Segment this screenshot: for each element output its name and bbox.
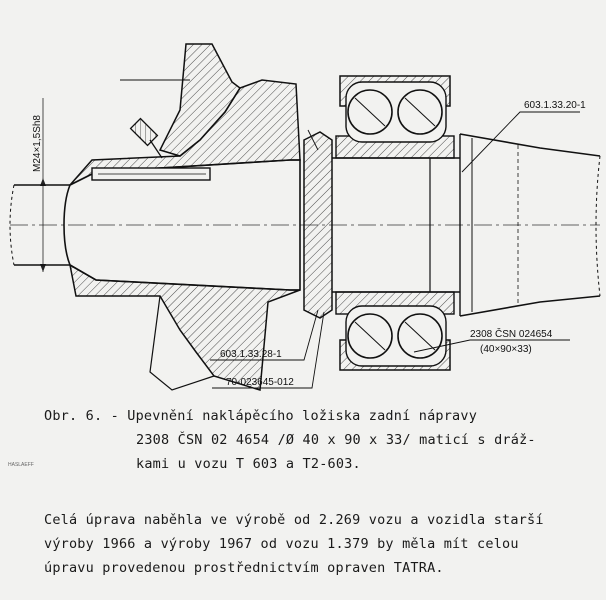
label-bearing-csn: 2308 ČSN 024654 (470, 329, 553, 340)
leader-top-right (462, 112, 580, 172)
caption-line-2: 2308 ČSN 02 4654 /Ø 40 x 90 x 33/ maticí s dráž- (136, 432, 536, 448)
body-line-1: Celá úprava naběhla ve výrobě od 2.269 vozu a vozidla starší (44, 512, 544, 528)
label-thread-spec: M24×1,5Sh8 (32, 115, 43, 172)
hub-bottom (70, 265, 300, 390)
label-part-603-1-33-28-1: 603.1.33.28-1 (220, 349, 282, 360)
margin-note: HASLAEFF (8, 462, 34, 468)
bearing-balls (346, 82, 446, 366)
slotted-nut (304, 132, 332, 318)
label-part-70-023645-012: 70-023645-012 (226, 377, 294, 388)
figure-caption (44, 404, 584, 476)
caption-line-3: kami u vozu T 603 a T2-603. (136, 456, 361, 472)
body-line-3: úpravu provedenou prostřednictvím opraven TATRA. (44, 560, 444, 576)
body-paragraph (44, 508, 584, 580)
grease-nipple (131, 119, 162, 158)
label-part-603-1-33-20-1: 603.1.33.20-1 (524, 100, 586, 111)
label-bearing-size: (40×90×33) (480, 344, 532, 355)
body-line-2: výroby 1966 a výroby 1967 od vozu 1.379 by měla mít celou (44, 536, 519, 552)
caption-line-1: Obr. 6. - Upevnění naklápěcího ložiska zadní nápravy (44, 408, 478, 424)
